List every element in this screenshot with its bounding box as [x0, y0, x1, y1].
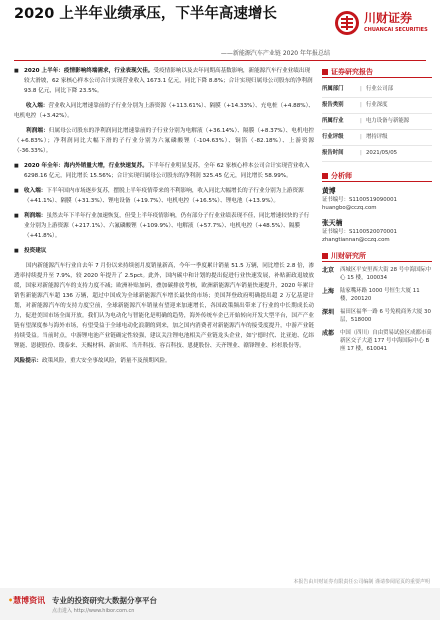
- paragraph-text: 下半年国内市场逐步复苏，摆脱上半年疫情带来的不利影响，收入同比大幅增长的子行业分别为上游资源（+41.1%）、隔膜（+31.3%）、锂电设备（+19.7%）、电机电控（+16.5%）、锂电池（+13.9%）。: [24, 188, 304, 204]
- office-city: 深圳: [322, 309, 335, 316]
- research-section-title: 证券研究报告: [331, 67, 373, 76]
- analyst-list: [322, 186, 432, 244]
- info-label: 所属部门: [322, 86, 344, 92]
- body-paragraph: [14, 66, 314, 96]
- office-address: 中国（四川）自由贸易试验区成都市高新区交子大道 177 号中海国际中心 B 座 17 楼，610041: [340, 330, 432, 352]
- report-title: 2020 上半年业绩承压，下半年高速增长: [14, 6, 277, 22]
- research-inst-header: [322, 250, 432, 262]
- analyst-cert: 证书编号：S1100519090001: [322, 197, 397, 203]
- sidebar: [322, 66, 432, 574]
- info-separator: |: [360, 150, 362, 156]
- paragraph-text: 归属母公司股东的净利润同比增速靠前的子行业分别为电解液（+36.14%）、隔膜（+8.37%）、电机电控（+6.83%）；净利润同比大幅下滑的子行业分别为六氟磷酸锂（-104.63%）、铜箔（-82.18%）、上游资源（-36.33%）。: [14, 128, 314, 154]
- report-info-table: [322, 82, 432, 162]
- info-value: 行业公司部: [366, 86, 393, 92]
- office-address: 福田区福华一路 6 号免税商务大厦 30 层，518000: [340, 309, 431, 323]
- body-paragraph: [14, 161, 314, 181]
- info-separator: |: [360, 134, 362, 140]
- company-logo: [334, 6, 438, 44]
- paragraph-text: 政策风险，重大安全事故风险，销量不及预期风险。: [41, 358, 171, 364]
- header-divider: [14, 60, 426, 61]
- report-subtitle: ——新能源汽车产业链 2020 年年报总结: [220, 50, 330, 57]
- risk-warning: [14, 356, 314, 366]
- paragraph-heading: 利润端：: [24, 213, 47, 219]
- info-value: 2021/05/05: [366, 150, 398, 156]
- info-row: [322, 98, 432, 114]
- info-label: 所属行业: [322, 118, 344, 124]
- info-value: 电力设备与新能源: [366, 118, 410, 124]
- paragraph-heading: 收入端：: [24, 188, 47, 194]
- analyst-section-header: [322, 170, 432, 182]
- square-icon: [322, 69, 328, 75]
- paragraph-text: 受疫情影响以及去年同期高基数影响，新能源汽车行业业绩出现较大滑坡，62 家核心样本公司合计实现营业收入 1673.1 亿元，同比下降 8.8%；合计实现归属母公司股东的净利润 93.8 亿元，同比下降 23.5%。: [24, 68, 313, 94]
- footer-link[interactable]: 点击进入 http://www.hibor.com.cn: [52, 608, 135, 614]
- office-city: 上海: [322, 288, 335, 295]
- office-list: [322, 266, 432, 353]
- paragraph-text: 下半年行业明显复苏，全年 62 家核心样本公司合计实现营业收入 6298.16 亿元，同比增长 15.56%；合计实现归属母公司股东的净利润 325.45 亿元，同比增长 58.99%。: [24, 163, 310, 179]
- body-paragraph: [14, 211, 314, 241]
- analyst-card: [322, 186, 432, 212]
- analyst-card: [322, 218, 432, 244]
- info-separator: |: [360, 102, 362, 108]
- info-row: [322, 82, 432, 98]
- info-label: 行业评级: [322, 134, 344, 140]
- info-separator: |: [360, 86, 362, 92]
- body-paragraph: [14, 186, 314, 206]
- paragraph-heading: 收入端：: [26, 103, 49, 109]
- analyst-section-title: 分析师: [331, 171, 352, 180]
- square-icon: [322, 253, 328, 259]
- info-value: 增持评级: [366, 134, 388, 140]
- paragraph-text: 国内新能源汽车行业自去年 7 月份以来持续创月度销量新高，今年一季度累计销量 51.5 万辆，同比增长 2.8 倍，渗透率持续提升至 7.9%，较 2020 年提升了 2.5pct。此外，国内碳中和计划的提出促进行业快速发展，补贴新政退坡放缓，国家对新能源汽车的支持力度不减；欧洲补贴加码，叠加碳排放考核，欧洲新能源汽车销量快速提升，2020 年累计销售新能源汽车超 136 万辆，超过中国成为全球新能源汽车增长最快的市场；美国拜登政府明确提出超 2 万亿基建计划，对新能源汽车的支持力度空前，全球新能源汽车销量有望迎来加速增长，各国政策频出带来了行业的中长期成长动力，促进美国市场全面开放。我们认为电动化与智能化是明确的趋势，海外传统车企已开始转向开发大型平台，国产产业链有望深度参与海外市场，有望受益于全球电动化浪潮的到来，加之国内消费者对新能源汽车的接受度提升，中游产业链持续受益。当前时点，中游锂电池产业链确定性较强，建议关注锂电池相关产业链龙头企业，如宁德时代、比亚迪、亿纬锂能、恩捷股份、璞泰来、天赐材料、新宙邦、当升科技、容百科技、恩捷股份、天齐锂业、赣锋锂业、杉杉股份等。: [14, 263, 314, 349]
- info-label: 报告时间: [322, 150, 344, 156]
- research-section-header: [322, 66, 432, 78]
- analyst-name: 黄博: [322, 187, 336, 195]
- office-entry: [322, 266, 432, 282]
- footer-logo-text: 慧博资讯: [13, 596, 46, 605]
- paragraph-text: 虽然去年下半年行业加速恢复，但受上半年疫情影响，仍有部分子行业业绩表现不佳，同比增速较快的子行业分别为上游资源（+217.1%）、六氟磷酸锂（+109.9%）、电解液（+57.7%）、电机电控（+48.5%）、隔膜（+41.8%）。: [24, 213, 310, 239]
- disclaimer: 本报告由川财证券有限责任公司编制 谨请参阅尾页的重要声明: [293, 579, 430, 585]
- analyst-email[interactable]: zhangtiannan@cczq.com: [322, 237, 390, 243]
- paragraph-heading: 2020 年全年：海内外销量大增，行业快速复苏。: [24, 163, 148, 169]
- office-entry: [322, 287, 432, 303]
- dot-icon: •: [8, 596, 14, 605]
- info-label: 报告类别: [322, 102, 344, 108]
- office-entry: [322, 329, 432, 353]
- body-paragraph: [14, 261, 314, 351]
- info-row: [322, 146, 432, 162]
- office-city: 成都: [322, 330, 335, 337]
- analyst-email[interactable]: huangbo@cczq.com: [322, 205, 377, 211]
- body-paragraph: [14, 101, 314, 121]
- info-row: [322, 114, 432, 130]
- research-inst-title: 川财研究所: [331, 251, 366, 260]
- info-row: [322, 130, 432, 146]
- analyst-name: 张天楠: [322, 219, 343, 227]
- paragraph-heading: 2020 上半年：疫情影响终端需求，行业表现欠佳。: [24, 68, 154, 74]
- paragraph-heading: 风险提示：: [14, 358, 42, 364]
- chuancai-logo-icon: [334, 10, 360, 36]
- logo-text-cn: 川财证券: [364, 11, 413, 25]
- office-address: 陆家嘴环路 1000 号恒生大厦 11 楼，200120: [340, 288, 420, 302]
- logo-text-en: CHUANCAI SECURITIES: [364, 27, 428, 33]
- info-separator: |: [360, 118, 362, 124]
- square-icon: [322, 173, 328, 179]
- analyst-cert: 证书编号：S1100520070001: [322, 229, 397, 235]
- report-body: [14, 66, 314, 574]
- body-paragraph: [14, 246, 314, 256]
- office-entry: [322, 308, 432, 324]
- paragraph-heading: 投资建议: [24, 248, 47, 254]
- footer-tagline: 专业的投资研究大数据分享平台: [52, 596, 157, 605]
- paragraph-heading: 利润端：: [26, 128, 49, 134]
- office-address: 西城区平安里西大街 28 号中海国际中心 15 楼，100034: [340, 267, 432, 281]
- paragraph-text: 营业收入同比增速靠前的子行业分别为上游资源（+113.61%）、隔膜（+14.33%）、充电桩（+4.88%）、电机电控（+3.42%）。: [14, 103, 314, 119]
- body-paragraph: [14, 126, 314, 156]
- info-value: 行业深度: [366, 102, 388, 108]
- office-city: 北京: [322, 267, 335, 274]
